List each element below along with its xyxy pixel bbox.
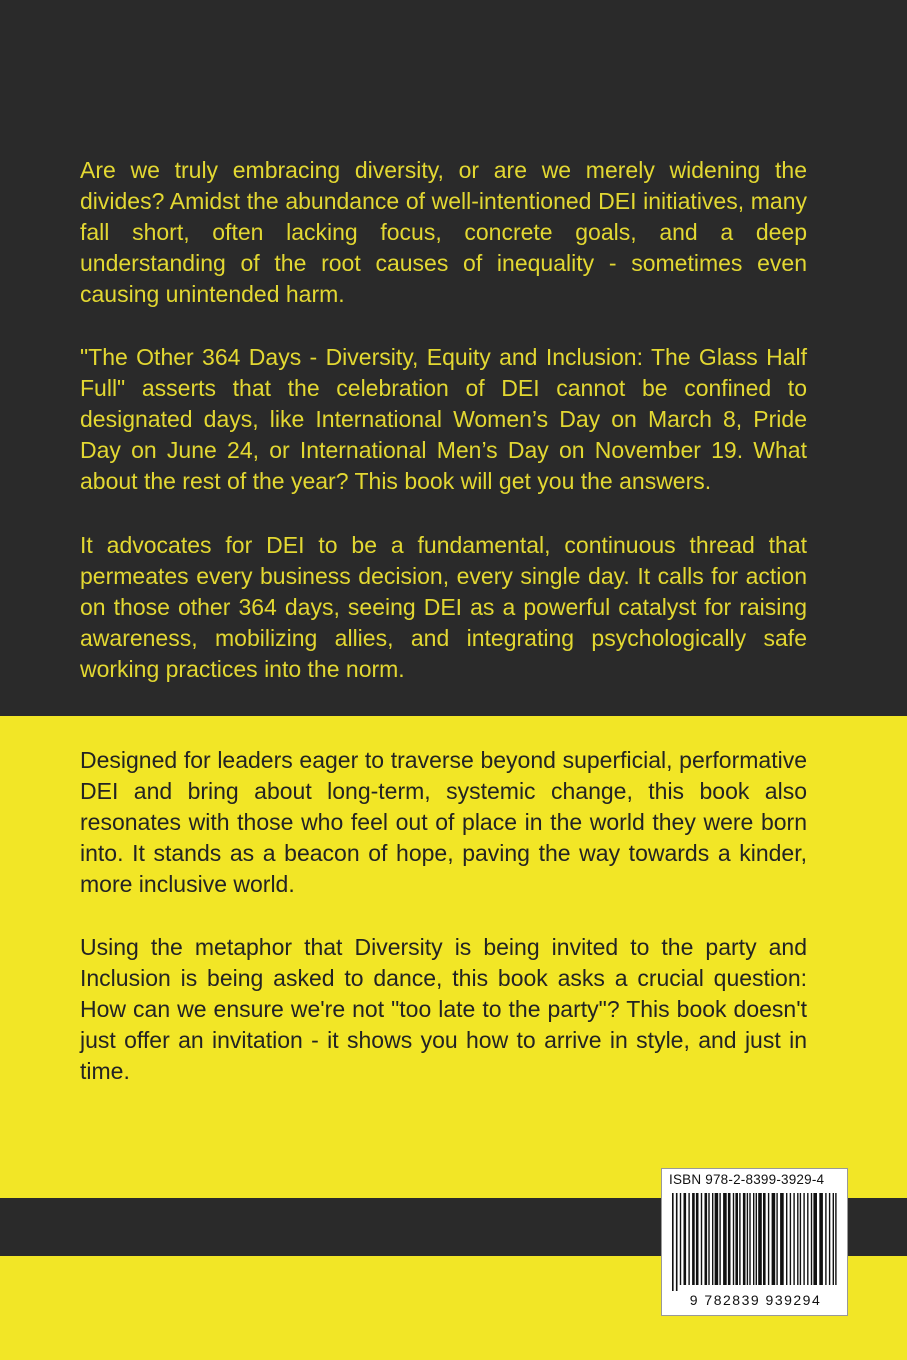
barcode-bar — [719, 1193, 720, 1285]
barcode-bar — [708, 1193, 709, 1285]
barcode-bar — [705, 1193, 708, 1285]
barcode-bar — [676, 1193, 678, 1291]
barcode-bar — [680, 1193, 681, 1285]
barcode-icon — [670, 1193, 841, 1291]
barcode-bar — [768, 1193, 769, 1285]
barcode-bar — [712, 1193, 713, 1285]
barcode-bar — [763, 1193, 766, 1285]
barcode-bar — [786, 1193, 787, 1285]
barcode-bar — [772, 1193, 776, 1285]
barcode-bar — [696, 1193, 699, 1285]
blurb-paragraph-3: It advocates for DEI to be a fundamental, continuous thread that permeates every business decision, every single day. It calls for action on those other 364 days, seeing DEI as a powerful catalyst for raising awareness, mobilizing allies, and integrating psychologically safe working practices into the norm. — [80, 532, 807, 682]
barcode-bar — [749, 1193, 750, 1285]
barcode-bar — [701, 1193, 702, 1285]
barcode-bar — [733, 1193, 734, 1285]
barcode-bar — [829, 1193, 830, 1285]
barcode-bar — [688, 1193, 689, 1285]
barcode-bar — [807, 1193, 808, 1285]
barcode-bar — [800, 1193, 801, 1285]
barcode-bar — [739, 1193, 740, 1285]
barcode-bar — [793, 1193, 794, 1285]
barcode-bar — [825, 1193, 826, 1285]
blurb-paragraph-4: Designed for leaders eager to traverse beyond superficial, performative DEI and bring about long-term, systemic change, this book also resonates with those who feel out of place in the world they were born into. It stands as a beacon of hope, paving the way towards a kinder, more inclusive world. — [80, 747, 807, 897]
barcode-bar — [776, 1193, 777, 1285]
barcode-bar — [723, 1193, 727, 1285]
barcode-bar — [756, 1193, 757, 1285]
barcode-digits: 9 782839 939294 — [689, 1292, 822, 1308]
isbn-label: ISBN 978-2-8399-3929-4 — [669, 1172, 825, 1187]
barcode-bar — [672, 1193, 674, 1291]
barcode-bar — [684, 1193, 687, 1285]
barcode-bar — [813, 1193, 817, 1285]
barcode-bar — [758, 1193, 762, 1285]
barcode-bar — [811, 1193, 812, 1285]
barcode-bar — [728, 1193, 731, 1285]
barcode-bar — [819, 1193, 823, 1285]
barcode-bar — [803, 1193, 804, 1285]
isbn-barcode-box — [661, 1168, 848, 1316]
barcode-bar — [715, 1193, 719, 1285]
barcode-bar — [790, 1193, 791, 1285]
barcode-bar — [747, 1193, 748, 1285]
barcode-bar — [753, 1193, 754, 1285]
barcode-bar — [797, 1193, 798, 1285]
barcode-bar — [833, 1193, 834, 1285]
barcode-bar — [780, 1193, 784, 1285]
blurb-paragraph-1: Are we truly embracing diversity, or are we merely widening the divides? Amidst the abundance of well-intentioned DEI initiatives, many fall short, often lacking focus, concrete goals, and a deep understanding of the root causes of inequality - sometimes even causing unintended harm. — [80, 157, 807, 307]
barcode-bar — [743, 1193, 746, 1285]
barcode-bar — [692, 1193, 695, 1285]
barcode-bar — [835, 1193, 836, 1285]
barcode-bar — [735, 1193, 738, 1285]
blurb-paragraph-2: "The Other 364 Days - Diversity, Equity and Inclusion: The Glass Half Full" asserts that the celebration of DEI cannot be confined to designated days, like International Women’s Day on March 8, Pride Day on June 24, or International Men’s Day on November 19. What about the rest of the year? This book will get you the answers. — [80, 344, 807, 494]
blurb-paragraph-5: Using the metaphor that Diversity is being invited to the party and Inclusion is being asked to dance, this book asks a crucial question: How can we ensure we're not "too late to the party"? This book doesn't just offer an invitation - it shows you how to arrive in style, and just in time. — [80, 934, 807, 1084]
